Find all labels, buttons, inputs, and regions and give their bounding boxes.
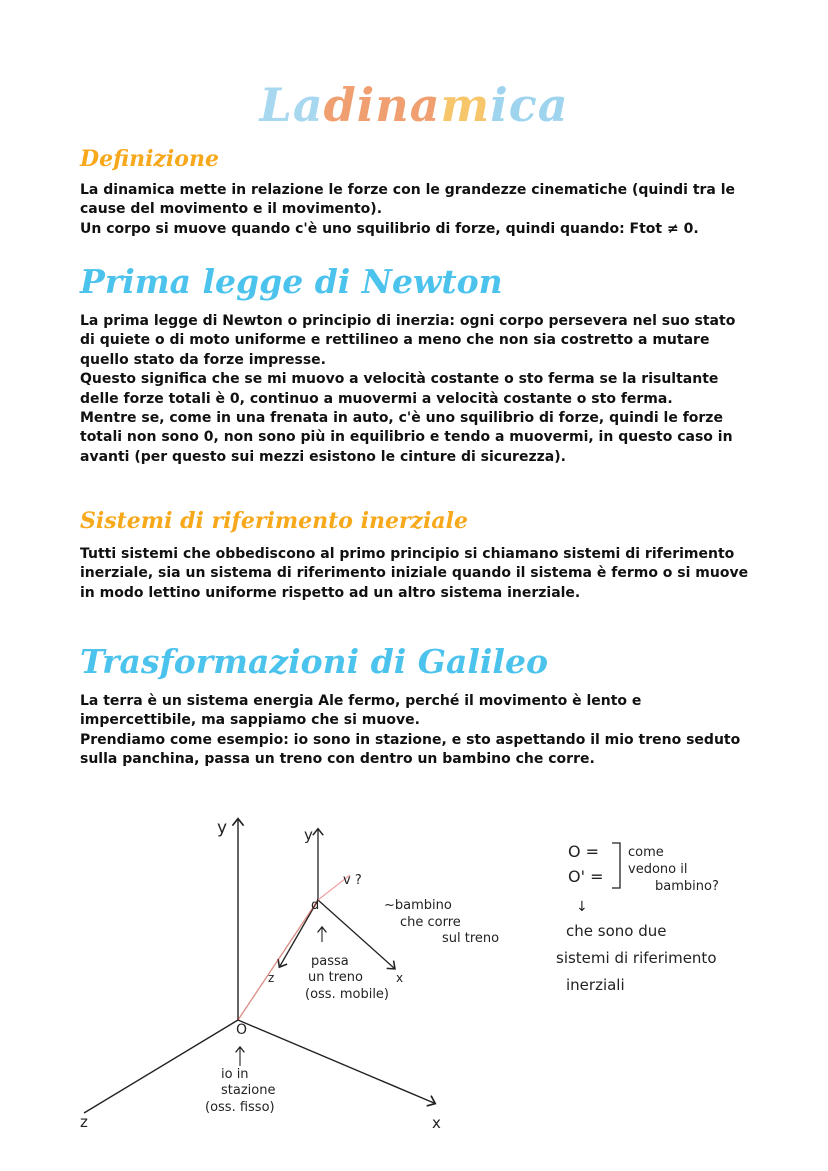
- treno-line-2: un treno: [308, 970, 363, 985]
- galileo-p1: La terra è un sistema energia Ale fermo, perché il movimento è lento e impercettibile, ma sappiamo che si muove.: [80, 693, 642, 729]
- title-part-2: dina: [323, 78, 441, 132]
- note-o2-label: O' =: [568, 867, 604, 886]
- note-line-6: inerziali: [566, 976, 625, 994]
- note-line-3: bambino?: [655, 879, 719, 894]
- x-label: x: [432, 1114, 441, 1132]
- origin2-label: d: [311, 898, 320, 913]
- treno-line-3: (oss. mobile): [305, 987, 389, 1002]
- sistemi-p1: Tutti sistemi che obbediscono al primo principio si chiamano sistemi di riferimento inerziale, sia un sistema di riferimento iniziale quando il sistema è fermo o si muove in modo lettino uniforme rispetto ad un altro sistema inerziale.: [80, 546, 749, 601]
- note-bracket: [612, 843, 620, 888]
- heading-galileo: Trasformazioni di Galileo: [80, 642, 548, 681]
- origin-label: O: [236, 1022, 248, 1038]
- galileo-p2: Prendiamo come esempio: io sono in stazione, e sto aspettando il mio treno seduto sulla panchina, passa un treno con dentro un bambino che corre.: [80, 731, 741, 768]
- bambino-line-3: sul treno: [442, 931, 500, 946]
- definizione-p2: Un corpo si muove quando c'è uno squilibrio di forze, quindi quando: Ftot ≠ 0.: [80, 220, 699, 237]
- io-line-3: (oss. fisso): [205, 1100, 275, 1115]
- prima-legge-p3: Mentre se, come in una frenata in auto, c'è uno squilibrio di forze, quindi le forze totali non sono 0, non sono più in equilibrio e tendo a muovermi, in questo caso in avanti (per questo sui mezzi esistono le cinture di sicurezza).: [80, 410, 733, 465]
- note-o-label: O =: [568, 842, 600, 861]
- note-line-5: sistemi di riferimento: [556, 949, 717, 967]
- title-part-3: m: [440, 78, 491, 132]
- note-arrow: ↓: [576, 899, 588, 915]
- relative-position-line: [238, 900, 318, 1020]
- y2-label: y: [304, 826, 313, 844]
- note-line-1: come: [628, 845, 664, 860]
- z2-label: z: [268, 971, 275, 985]
- treno-line-1: passa: [311, 954, 349, 969]
- note-line-2: vedono il: [628, 862, 688, 877]
- x2-label: x: [396, 971, 404, 985]
- note-line-4: che sono due: [566, 922, 667, 940]
- title-part-4: ica: [490, 78, 569, 132]
- bambino-line-1: ~bambino: [384, 898, 452, 913]
- bambino-line-2: che corre: [400, 915, 461, 930]
- heading-sistemi: Sistemi di riferimento inerziale: [80, 508, 469, 534]
- prima-legge-p2: Questo significa che se mi muovo a velocità costante o sto ferma se la risultante delle forze totali è 0, continuo a muovermi a velocità costante o sto ferma.: [80, 371, 719, 407]
- z-label: z: [80, 1113, 88, 1131]
- io-line-1: io in: [221, 1067, 249, 1082]
- definizione-p1: La dinamica mette in relazione le forze con le grandezze cinematiche (quindi tra le cause del movimento e il movimento).: [80, 182, 736, 218]
- title-part-1: La: [259, 78, 324, 132]
- heading-definizione: Definizione: [80, 146, 219, 172]
- prima-legge-p1: La prima legge di Newton o principio di inerzia: ogni corpo persevera nel suo stato di quiete o di moto uniforme e rettilineo a meno che non sia costretto a mutare quello stato da forze impresse.: [80, 313, 736, 368]
- io-line-2: stazione: [221, 1083, 276, 1098]
- velocity-label: v ?: [343, 873, 362, 888]
- heading-prima-legge: Prima legge di Newton: [80, 262, 503, 301]
- y-label: y: [217, 818, 228, 838]
